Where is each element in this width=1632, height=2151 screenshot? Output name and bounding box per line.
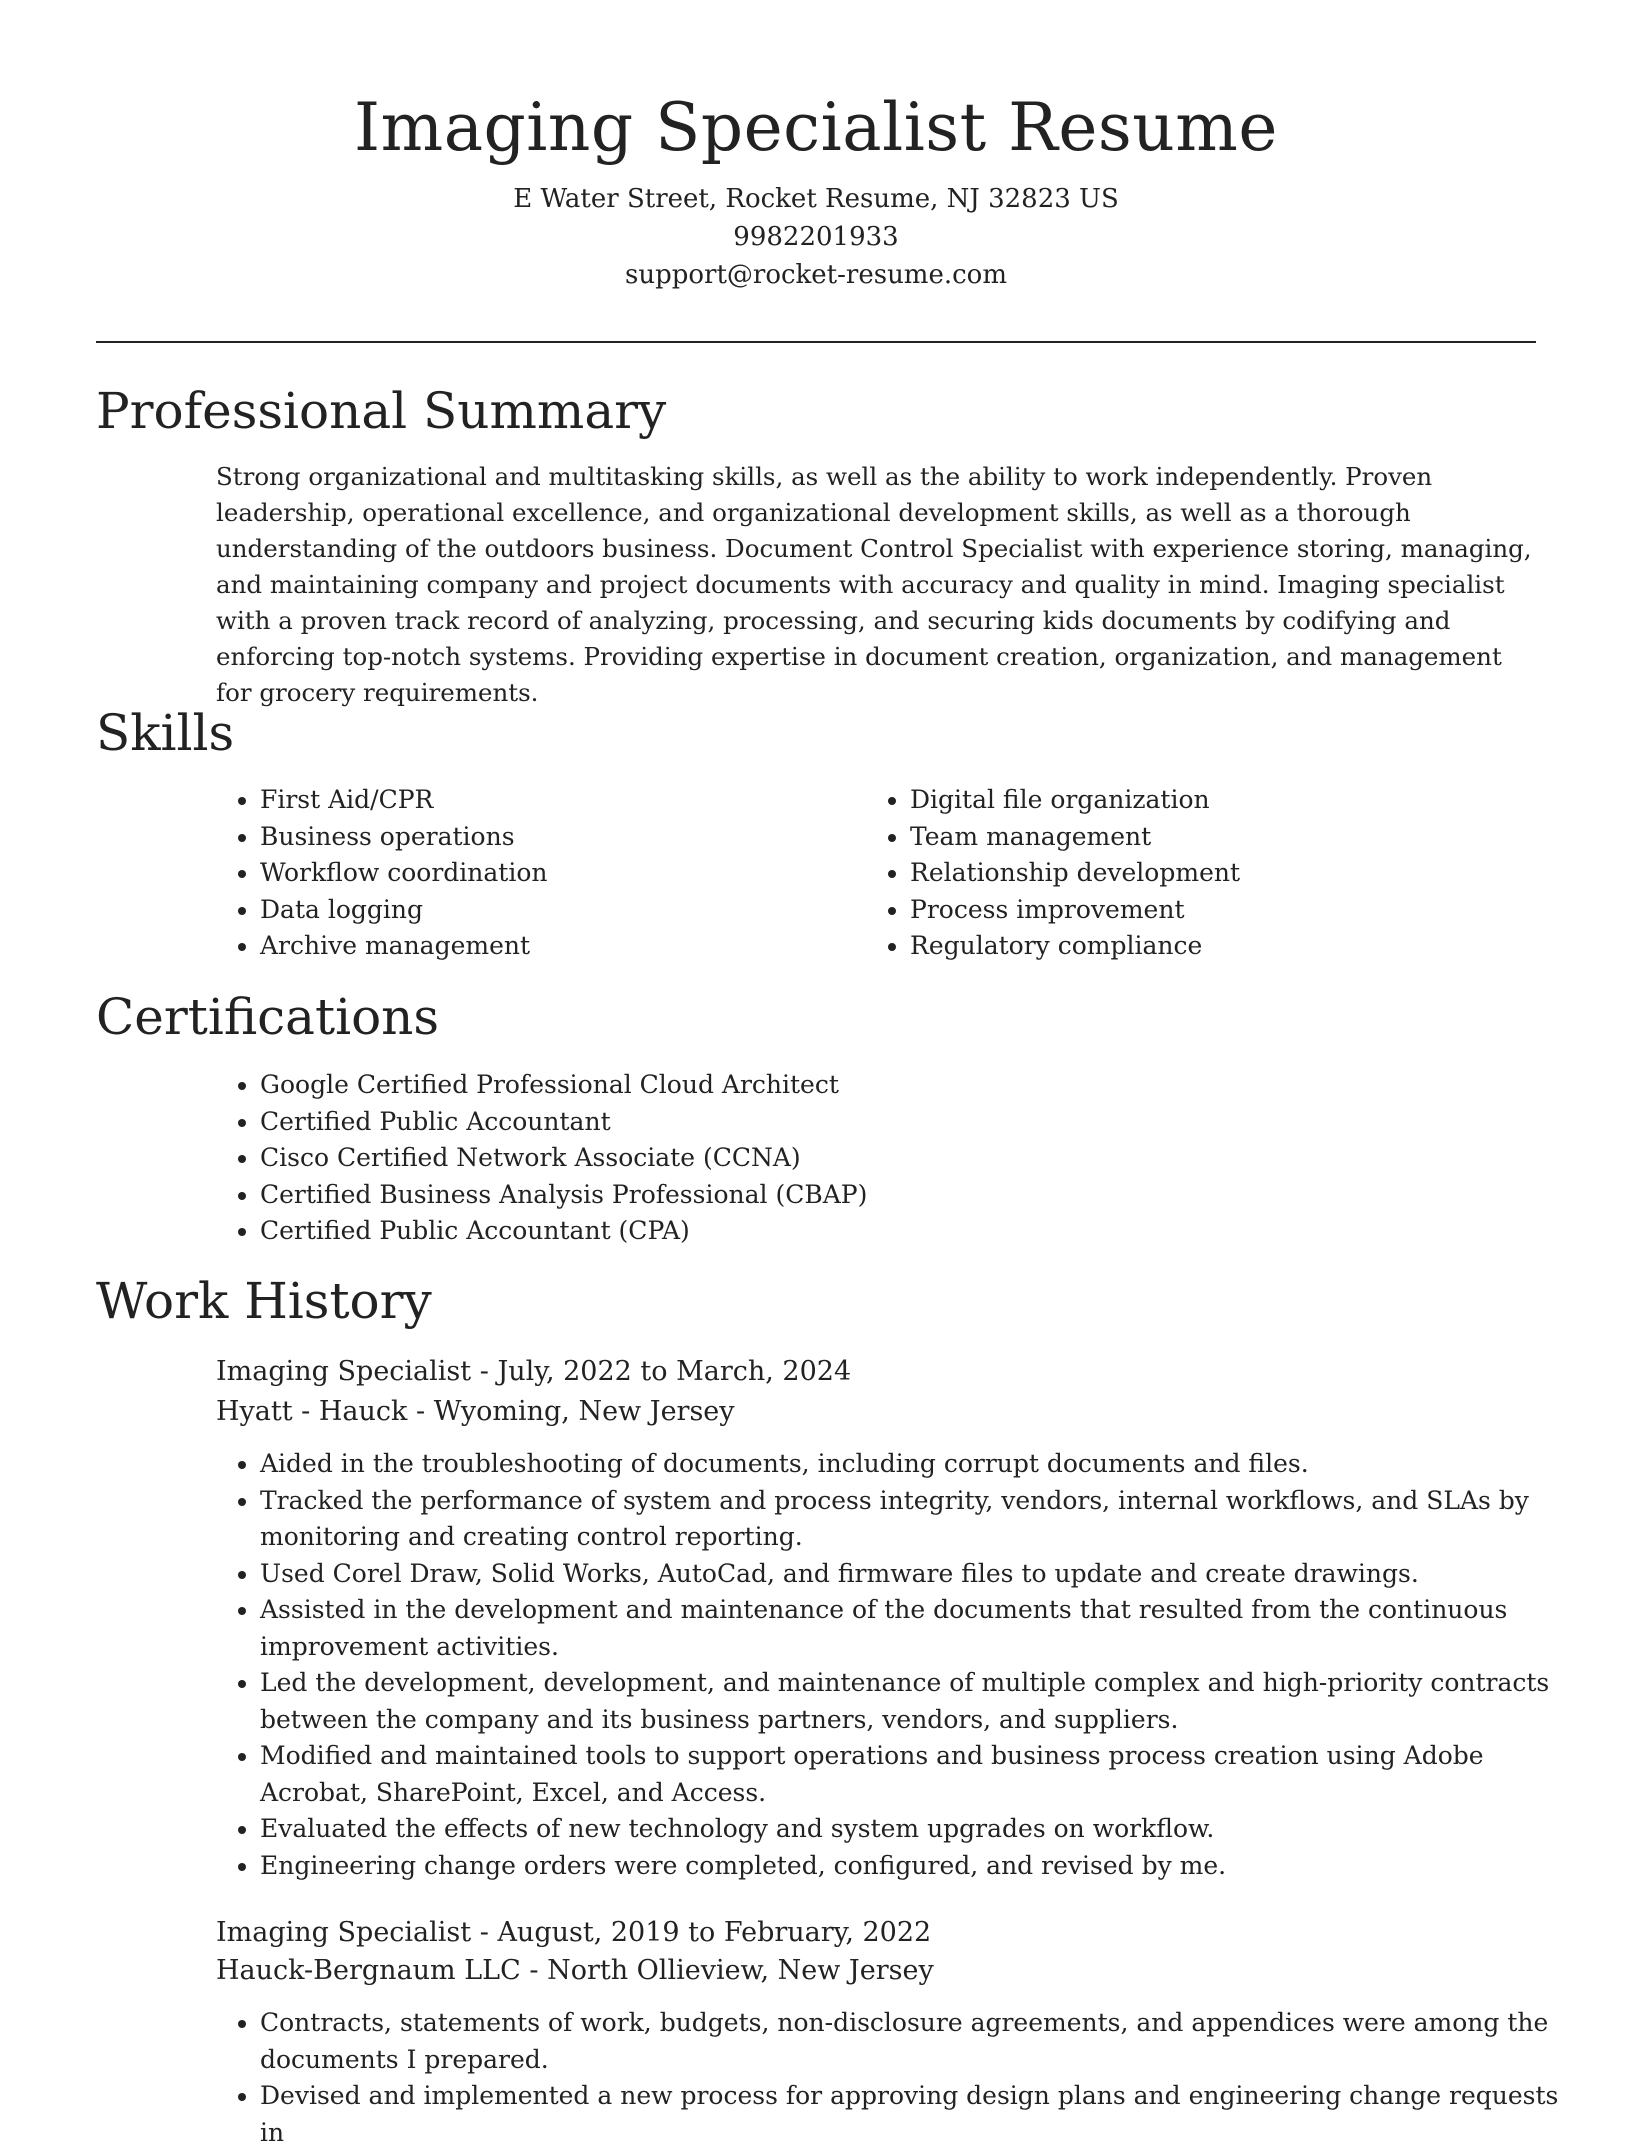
contact-address: E Water Street, Rocket Resume, NJ 32823 US — [513, 184, 1119, 214]
contact-email: support@rocket-resume.com — [624, 260, 1007, 290]
title-date-separator: - — [471, 1917, 498, 1948]
skill-item: • Team management — [910, 819, 1570, 856]
skill-item: • Process improvement — [910, 892, 1570, 929]
work-history-heading: Work History — [96, 1272, 432, 1330]
job-title: Imaging Specialist — [216, 1356, 472, 1387]
certification-item: • Certified Business Analysis Professional (CBAP) — [260, 1177, 1560, 1214]
job-bullet: • Contracts, statements of work, budgets, non-disclosure agreements, and appendices were among the documents I prepared. — [260, 2005, 1578, 2078]
job-bullet: • Assisted in the development and maintenance of the documents that resulted from the continuous improvement activities. — [260, 1592, 1578, 1665]
certifications-heading: Certifications — [96, 988, 440, 1046]
certification-item: • Cisco Certified Network Associate (CCNA) — [260, 1140, 1560, 1177]
job-title: Imaging Specialist — [216, 1917, 472, 1948]
job-bullets — [216, 2005, 1578, 2151]
skill-item: • Archive management — [260, 928, 860, 965]
summary-text: Strong organizational and multitasking skills, as well as the ability to work independently. Proven leadership, operational excellence, and organizational development skills, as well as a thorough understanding of the outdoors business. Document Control Specialist with experience storing, managing, and maintaining company and project documents with accuracy and quality in mind. Imaging specialist with a proven track record of analyzing, processing, and securing kids documents by codifying and enforcing top-notch systems. Providing expertise in document creation, organization, and management for grocery requirements. — [216, 462, 1532, 707]
certification-item: • Certified Public Accountant (CPA) — [260, 1213, 1560, 1250]
job-company-line — [216, 1392, 735, 1432]
summary-heading: Professional Summary — [96, 382, 667, 440]
job-company: Hyatt - Hauck — [216, 1396, 408, 1427]
job-bullet: • Tracked the performance of system and process integrity, vendors, internal workflows, and SLAs by monitoring and creating control reporting. — [260, 1483, 1578, 1556]
contact-block — [0, 180, 1632, 294]
certification-item: • Certified Public Accountant — [260, 1104, 1560, 1141]
header-divider — [96, 341, 1536, 343]
skill-item: • Digital file organization — [910, 782, 1570, 819]
job-bullet: • Devised and implemented a new process for approving design plans and engineering change requests in — [260, 2078, 1578, 2151]
job-location: North Ollieview, New Jersey — [547, 1955, 934, 1986]
job-bullet: • Aided in the troubleshooting of documents, including corrupt documents and files. — [260, 1446, 1578, 1483]
contact-phone: 9982201933 — [733, 222, 899, 252]
job-title-line — [216, 1352, 851, 1392]
job-bullet: • Modified and maintained tools to support operations and business process creation using Adobe Acrobat, SharePoint, Excel, and Access. — [260, 1738, 1578, 1811]
job-location: Wyoming, New Jersey — [433, 1396, 735, 1427]
job-dates: July, 2022 to March, 2024 — [497, 1356, 852, 1387]
job-dates: August, 2019 to February, 2022 — [497, 1917, 932, 1948]
certifications-list — [216, 1067, 1560, 1250]
job-bullets — [216, 1446, 1578, 1884]
company-location-separator: - — [520, 1955, 548, 1986]
resume-title: Imaging Specialist Resume — [354, 89, 1278, 166]
skill-item: • Business operations — [260, 819, 860, 856]
job-bullet: • Engineering change orders were completed, configured, and revised by me. — [260, 1848, 1578, 1885]
job-bullet: • Evaluated the effects of new technology and system upgrades on workflow. — [260, 1811, 1578, 1848]
skill-item: • Regulatory compliance — [910, 928, 1570, 965]
skill-item: • First Aid/CPR — [260, 782, 860, 819]
certification-item: • Google Certified Professional Cloud Architect — [260, 1067, 1560, 1104]
skill-item: • Relationship development — [910, 855, 1570, 892]
job-company-line — [216, 1951, 934, 1991]
skills-list-left — [216, 782, 860, 965]
title-date-separator: - — [471, 1356, 498, 1387]
job-bullet: • Used Corel Draw, Solid Works, AutoCad, and firmware files to update and create drawings. — [260, 1556, 1578, 1593]
skill-item: • Workflow coordination — [260, 855, 860, 892]
skill-item: • Data logging — [260, 892, 860, 929]
job-bullet: • Led the development, development, and maintenance of multiple complex and high-priority contracts between the company and its business partners, vendors, and suppliers. — [260, 1665, 1578, 1738]
company-location-separator: - — [407, 1396, 434, 1427]
resume-header — [0, 86, 1632, 294]
skills-list-right — [866, 782, 1570, 965]
job-title-line — [216, 1913, 931, 1953]
job-company: Hauck-Bergnaum LLC — [216, 1955, 521, 1986]
skills-heading: Skills — [96, 704, 235, 762]
